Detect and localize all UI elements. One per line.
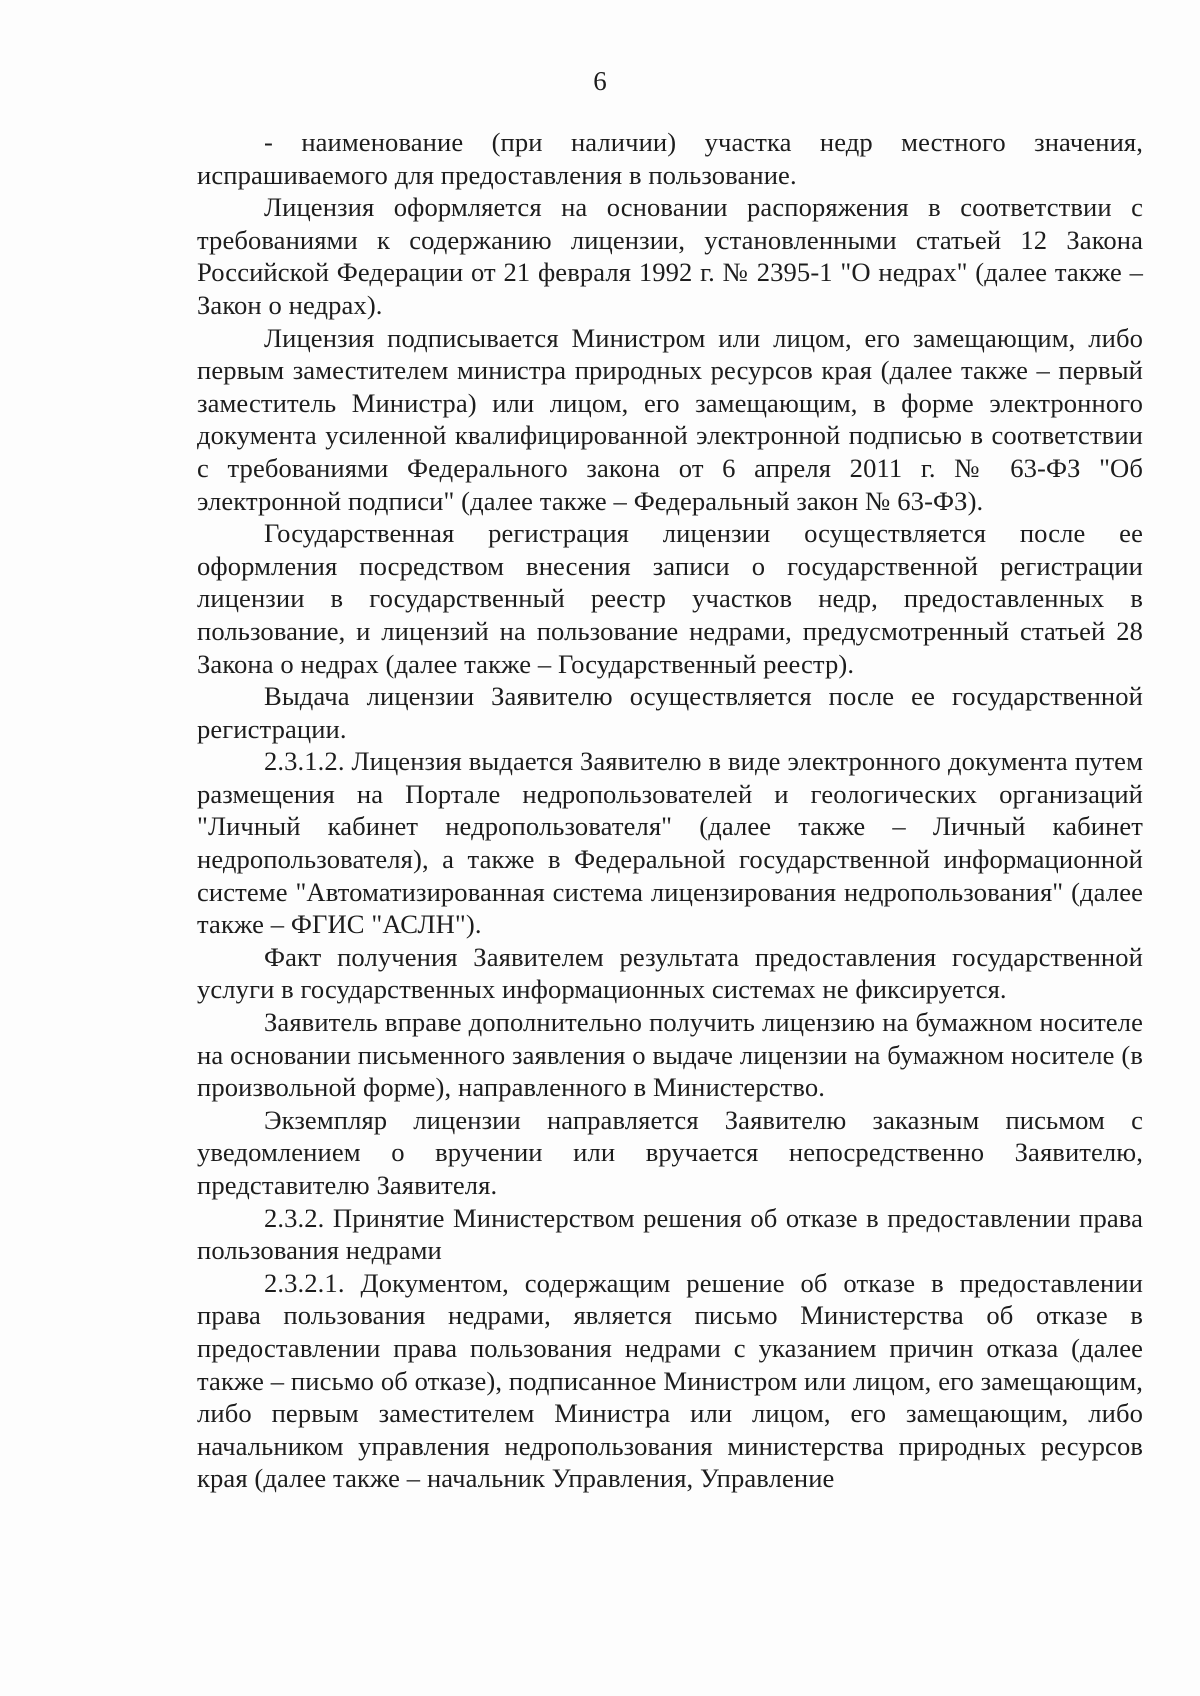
paragraph-license-issuance: Выдача лицензии Заявителю осуществляется после ее государственной регистрации.: [197, 681, 1143, 744]
paragraph-subsoil-plot-name: - наименование (при наличии) участка недр местного значения, испрашиваемого для предоставления в пользование.: [197, 127, 1143, 190]
paragraph-license-formalization: Лицензия оформляется на основании распоряжения в соответствии с требованиями к содержанию лицензии, установленными статьей 12 Закона Российской Федерации от 21 февраля 1992 г. № 2395-1 "О недрах" (далее также – Закон о недрах).: [197, 192, 1143, 320]
paragraph-2-3-2-1: 2.3.2.1. Документом, содержащим решение об отказе в предоставлении права пользования недрами, является письмо Министерства об отказе в предоставлении права пользования недрами с указанием причин отказа (далее также – письмо об отказе), подписанное Министром или лицом, его замещающим, либо первым заместителем Министра или лицом, его замещающим, либо начальником управления недропользования министерства природных ресурсов края (далее также – начальник Управления, Управление: [197, 1267, 1143, 1494]
paragraph-2-3-1-2: 2.3.1.2. Лицензия выдается Заявителю в виде электронного документа путем размещения на Портале недропользователей и геологических организаций "Личный кабинет недропользователя" (далее также – Личный кабинет недропользователя), а также в Федеральной государственной информационной системе "Автоматизированная система лицензирования недропользования" (далее также – ФГИС "АСЛН").: [197, 746, 1143, 940]
paragraph-license-signing: Лицензия подписывается Министром или лицом, его замещающим, либо первым заместителем министра природных ресурсов края (далее также – первый заместитель Министра) или лицом, его замещающим, в форме электронного документа усиленной квалифицированной электронной подписью в соответствии с требованиями Федерального закона от 6 апреля 2011 г. № 63-ФЗ "Об электронной подписи" (далее также – Федеральный закон № 63-ФЗ).: [197, 322, 1143, 516]
paragraph-license-copy: Экземпляр лицензии направляется Заявителю заказным письмом с уведомлением о вручении или вручается непосредственно Заявителю, представителю Заявителя.: [197, 1104, 1143, 1200]
page-number: 6: [593, 66, 607, 96]
paragraph-2-3-2-heading: 2.3.2. Принятие Министерством решения об отказе в предоставлении права пользования недрами: [197, 1202, 1143, 1266]
paragraph-receipt-fact: Факт получения Заявителем результата предоставления государственной услуги в государственных информационных системах не фиксируется.: [197, 941, 1143, 1005]
document-body: [197, 126, 1143, 1495]
paragraph-state-registration: Государственная регистрация лицензии осуществляется после ее оформления посредством внесения записи о государственной регистрации лицензии в государственный реестр участков недр, предоставленных в пользование, и лицензий на пользование недрами, предусмотренный статьей 28 Закона о недрах (далее также – Государственный реестр).: [197, 518, 1143, 679]
paragraph-paper-license: Заявитель вправе дополнительно получить лицензию на бумажном носителе на основании письменного заявления о выдаче лицензии на бумажном носителе (в произвольной форме), направленного в Министерство.: [197, 1007, 1143, 1103]
